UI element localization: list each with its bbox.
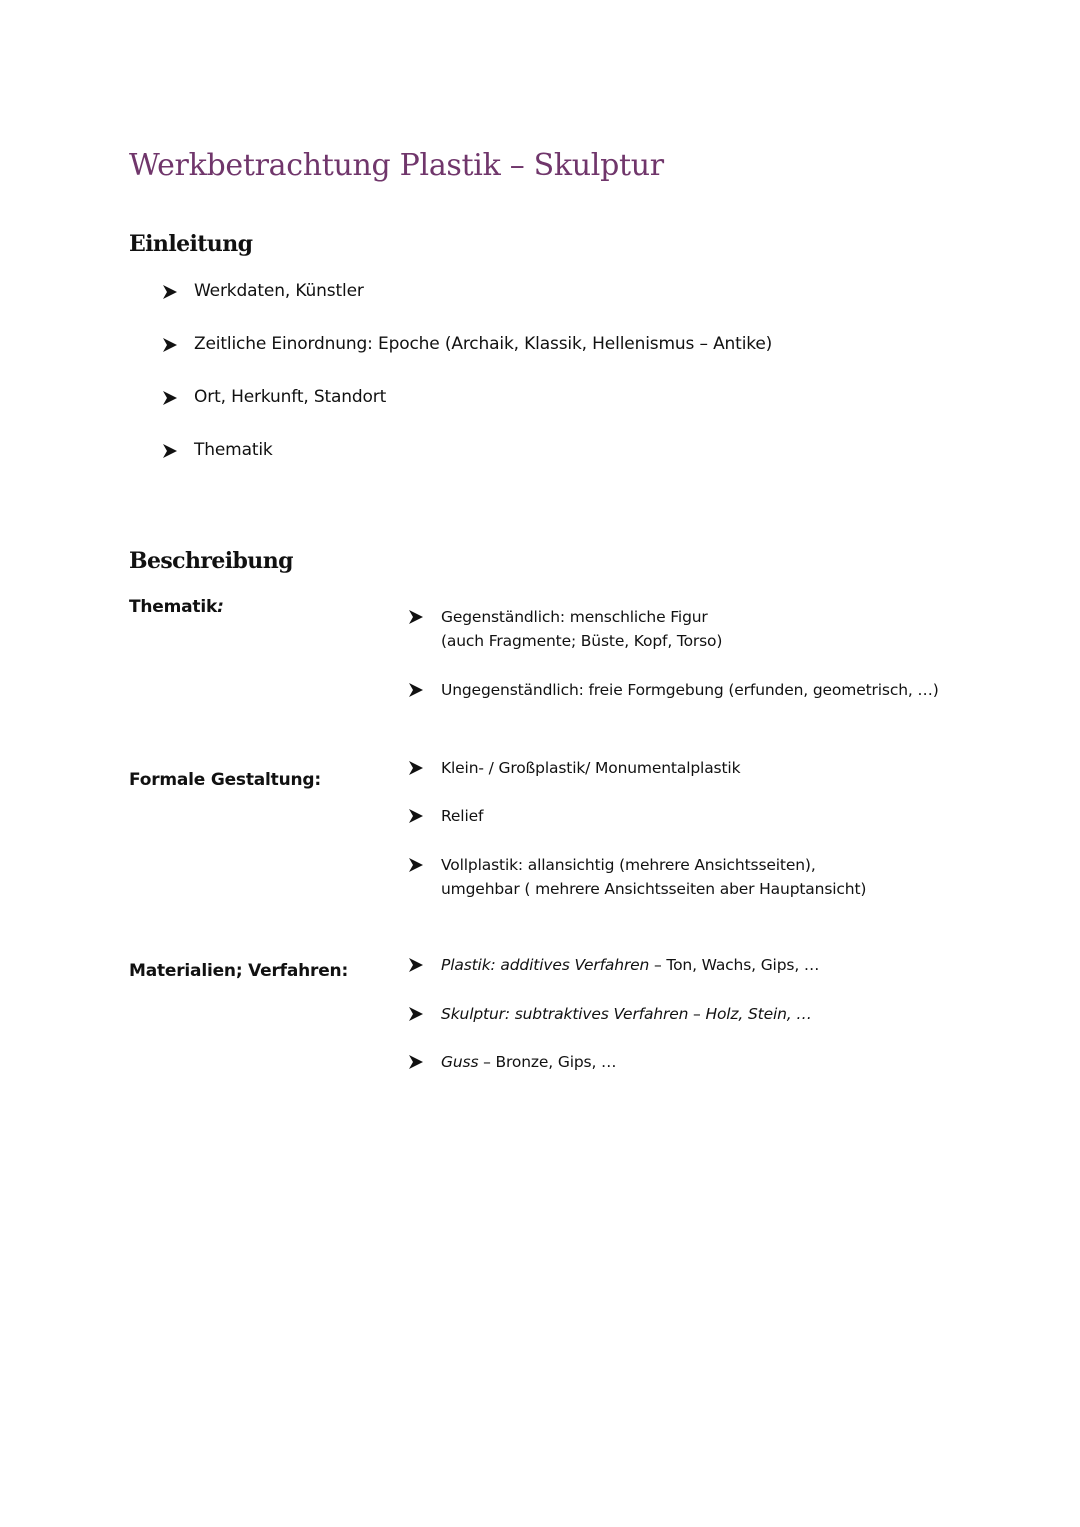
list-item: Werkdaten, Künstler [194,281,364,301]
list-item: Ungegenständlich: freie Formgebung (erfunden, geometrisch, …) [441,681,939,699]
arrowhead-bullet-icon [408,957,424,973]
arrowhead-bullet-icon [408,1006,424,1022]
subsection-label-thematik [129,597,224,617]
arrowhead-bullet-icon [408,682,424,698]
list-item: Klein- / Großplastik/ Monumentalplastik [441,759,741,777]
arrowhead-bullet-icon [162,443,178,459]
term-italic: Plastik: additives Verfahren [441,956,650,974]
subsection-label-materialien-verfahren: Materialien; Verfahren: [129,961,349,981]
list-item-line: (auch Fragmente; Büste, Kopf, Torso) [441,632,723,650]
thematik-label-text: Thematik [129,597,218,617]
arrowhead-bullet-icon [162,337,178,353]
thematik-label-colon: : [217,597,224,617]
arrowhead-bullet-icon [408,857,424,873]
term-italic: Skulptur: subtraktives Verfahren [441,1005,689,1023]
list-item: Relief [441,807,484,825]
term-italic: Guss [441,1053,479,1071]
arrowhead-bullet-icon [408,1054,424,1070]
arrowhead-bullet-icon [162,284,178,300]
list-item [441,953,819,977]
arrowhead-bullet-icon [408,808,424,824]
term-detail: Holz, Stein, … [705,1005,812,1023]
section-heading-beschreibung: Beschreibung [129,548,293,574]
section-heading-einleitung: Einleitung [129,231,253,257]
term-detail: Bronze, Gips, … [495,1053,617,1071]
list-item: Ort, Herkunft, Standort [194,387,387,407]
term-detail: Ton, Wachs, Gips, … [666,956,820,974]
dash: – [688,1005,706,1023]
list-item-line: Vollplastik: allansichtig (mehrere Ansichtsseiten), [441,856,816,874]
subsection-label-formale-gestaltung: Formale Gestaltung: [129,770,321,790]
arrowhead-bullet-icon [162,390,178,406]
arrowhead-bullet-icon [408,760,424,776]
document-title: Werkbetrachtung Plastik – Skulptur [129,148,664,183]
dash: – [478,1053,496,1071]
list-item [441,1002,812,1026]
list-item [441,605,722,653]
list-item [441,1050,616,1074]
list-item [441,853,866,901]
list-item-line: Gegenständlich: menschliche Figur [441,608,708,626]
dash: – [649,956,667,974]
list-item: Thematik [194,440,273,460]
arrowhead-bullet-icon [408,609,424,625]
list-item-line: umgehbar ( mehrere Ansichtsseiten aber Hauptansicht) [441,880,867,898]
list-item: Zeitliche Einordnung: Epoche (Archaik, Klassik, Hellenismus – Antike) [194,334,773,354]
